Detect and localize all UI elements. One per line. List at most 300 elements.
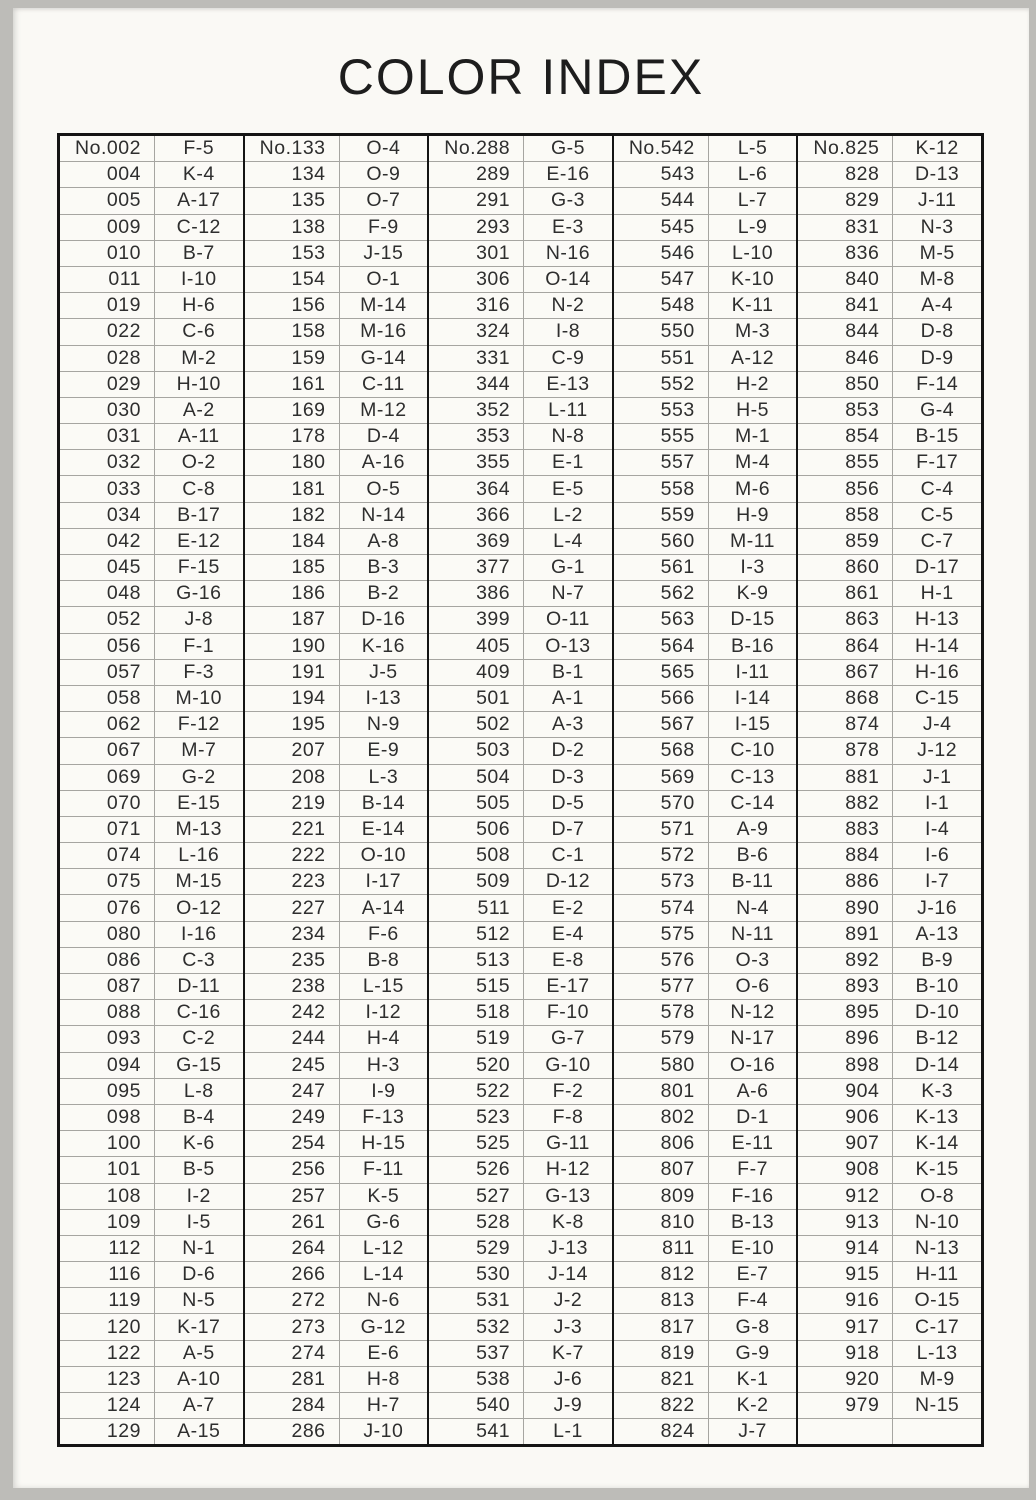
code-cell: J-12: [917, 739, 958, 762]
code-cell: F-3: [183, 660, 215, 683]
table-row: [429, 1156, 612, 1182]
table-row: [798, 1156, 981, 1182]
code-cell: N-4: [736, 896, 769, 919]
number-cell: 567: [614, 712, 709, 737]
code-cell: E-7: [736, 1263, 769, 1286]
table-row: [429, 633, 612, 659]
code-cell: O-15: [914, 1289, 960, 1312]
table-row: [614, 371, 797, 397]
scanned-page: [13, 8, 1029, 1488]
number-cell: 254: [245, 1131, 340, 1156]
number-cell: 846: [798, 346, 893, 371]
table-row: [245, 659, 428, 685]
table-row: [60, 1209, 243, 1235]
table-row: [614, 1078, 797, 1104]
number-cell: 502: [429, 712, 524, 737]
number-cell: 864: [798, 634, 893, 659]
code-cell: M-15: [175, 870, 222, 893]
number-cell: 004: [60, 162, 155, 187]
number-cell: 512: [429, 922, 524, 947]
table-row: [614, 816, 797, 842]
number-cell: 881: [798, 765, 893, 790]
code-cell: L-3: [368, 765, 399, 788]
number-cell: 281: [245, 1367, 340, 1392]
table-row: [429, 1104, 612, 1130]
code-cell: G-8: [735, 1315, 770, 1338]
number-cell: 316: [429, 293, 524, 318]
table-row: [60, 1078, 243, 1104]
table-row: [614, 449, 797, 475]
code-cell: O-1: [366, 268, 401, 291]
code-cell: B-3: [367, 556, 400, 579]
code-cell: E-6: [367, 1341, 400, 1364]
code-cell: F-6: [367, 922, 399, 945]
code-cell: E-14: [361, 817, 405, 840]
code-cell: L-10: [732, 241, 774, 264]
number-cell: 560: [614, 529, 709, 554]
table-row: [429, 1392, 612, 1418]
code-cell: J-11: [917, 189, 957, 212]
code-cell: F-16: [731, 1184, 774, 1207]
table-row: [60, 187, 243, 213]
table-row: [798, 1025, 981, 1051]
table-row: [245, 816, 428, 842]
table-row: [798, 921, 981, 947]
code-cell: K-11: [731, 294, 774, 317]
code-cell: I-15: [734, 713, 771, 736]
code-cell: D-14: [915, 1053, 960, 1076]
code-cell: O-9: [366, 163, 401, 186]
table-row: [614, 711, 797, 737]
number-cell: 915: [798, 1262, 893, 1287]
number-cell: 056: [60, 634, 155, 659]
table-row: [60, 921, 243, 947]
table-row: [60, 894, 243, 920]
table-row: [798, 423, 981, 449]
number-cell: 100: [60, 1131, 155, 1156]
code-cell: H-8: [366, 1367, 400, 1390]
code-cell: O-14: [545, 268, 591, 291]
table-row: [245, 1104, 428, 1130]
table-row: [429, 921, 612, 947]
code-cell: H-12: [545, 1158, 591, 1181]
number-cell: 552: [614, 372, 709, 397]
code-cell: K-1: [736, 1367, 769, 1390]
table-row: [60, 136, 243, 161]
number-cell: 571: [614, 817, 709, 842]
number-cell: 531: [429, 1288, 524, 1313]
number-cell: 561: [614, 555, 709, 580]
table-row: [798, 1418, 981, 1444]
code-cell: E-8: [552, 948, 584, 971]
table-row: [429, 475, 612, 501]
table-row: [245, 240, 428, 266]
number-cell: 515: [429, 974, 524, 999]
number-cell: 129: [60, 1419, 155, 1444]
code-cell: N-8: [551, 425, 585, 448]
table-row: [614, 790, 797, 816]
table-row: [60, 737, 243, 763]
code-cell: H-1: [920, 582, 954, 605]
number-cell: 242: [245, 1000, 340, 1025]
number-cell: 809: [614, 1184, 709, 1209]
code-cell: G-15: [176, 1053, 222, 1076]
code-cell: F-7: [737, 1158, 768, 1181]
table-row: [798, 449, 981, 475]
number-cell: 219: [245, 791, 340, 816]
table-row: [429, 136, 612, 161]
table-row: [798, 1313, 981, 1339]
table-row: [245, 1156, 428, 1182]
table-row: [429, 894, 612, 920]
table-row: [60, 1235, 243, 1261]
table-row: [429, 816, 612, 842]
number-cell: 530: [429, 1262, 524, 1287]
code-cell: L-2: [553, 503, 583, 526]
number-cell: 883: [798, 817, 893, 842]
code-cell: M-10: [175, 687, 222, 710]
table-row: [614, 1183, 797, 1209]
table-row: [798, 475, 981, 501]
code-cell: O-16: [729, 1053, 776, 1076]
table-row: [429, 161, 612, 187]
code-cell: F-2: [552, 1079, 584, 1102]
table-row: [60, 1392, 243, 1418]
code-cell: E-3: [552, 215, 584, 238]
code-cell: H-10: [176, 372, 221, 395]
code-cell: M-3: [735, 320, 771, 343]
table-row: [245, 449, 428, 475]
number-cell: 828: [798, 162, 893, 187]
number-cell: 801: [614, 1079, 709, 1104]
table-row: [60, 973, 243, 999]
column-group-3: [427, 136, 612, 1444]
code-cell: N-2: [551, 294, 585, 317]
code-cell: O-4: [366, 137, 401, 160]
code-cell: A-1: [552, 687, 584, 710]
code-cell: L-13: [916, 1341, 958, 1364]
table-row: [429, 292, 612, 318]
table-row: [614, 528, 797, 554]
table-row: [614, 842, 797, 868]
code-cell: N-1: [182, 1236, 216, 1259]
table-row: [245, 921, 428, 947]
number-cell: 906: [798, 1105, 893, 1130]
number-cell: 247: [245, 1079, 340, 1104]
table-row: [245, 633, 428, 659]
table-row: [429, 502, 612, 528]
code-cell: M-11: [730, 529, 776, 552]
number-cell: 577: [614, 974, 709, 999]
number-cell: 158: [245, 319, 340, 344]
table-row: [60, 606, 243, 632]
table-row: [798, 633, 981, 659]
table-row: [798, 999, 981, 1025]
code-cell: G-7: [550, 1027, 585, 1050]
code-cell: N-16: [545, 241, 591, 264]
table-row: [429, 528, 612, 554]
code-cell: G-1: [550, 556, 585, 579]
code-cell: E-17: [546, 975, 590, 998]
table-row: [429, 371, 612, 397]
code-cell: B-6: [736, 844, 769, 867]
table-row: [245, 397, 428, 423]
table-row: [614, 685, 797, 711]
code-cell: F-17: [916, 451, 959, 474]
code-cell: D-15: [730, 608, 775, 631]
table-row: [614, 868, 797, 894]
number-cell: 519: [429, 1026, 524, 1051]
column-group-5: [796, 136, 981, 1444]
table-row: [429, 999, 612, 1025]
number-cell: 019: [60, 293, 155, 318]
table-row: [245, 528, 428, 554]
number-cell: 508: [429, 843, 524, 868]
code-cell: I-13: [365, 687, 402, 710]
number-cell: 245: [245, 1053, 340, 1078]
code-cell: B-14: [361, 791, 405, 814]
number-cell: 538: [429, 1367, 524, 1392]
table-row: [429, 1078, 612, 1104]
code-cell: J-1: [922, 765, 952, 788]
number-cell: 187: [245, 607, 340, 632]
table-row: [798, 973, 981, 999]
code-cell: K-4: [182, 163, 215, 186]
code-cell: F-13: [362, 1106, 405, 1129]
code-cell: G-5: [550, 137, 585, 160]
table-row: [429, 685, 612, 711]
number-cell: 568: [614, 738, 709, 763]
number-cell: 578: [614, 1000, 709, 1025]
code-cell: K-6: [182, 1132, 215, 1155]
code-cell: G-16: [176, 582, 222, 605]
table-row: [245, 423, 428, 449]
code-cell: A-5: [182, 1341, 215, 1364]
number-cell: 553: [614, 398, 709, 423]
number-cell: 867: [798, 660, 893, 685]
table-row: [60, 790, 243, 816]
table-row: [798, 816, 981, 842]
number-cell: 802: [614, 1105, 709, 1130]
number-cell: 575: [614, 922, 709, 947]
number-cell: 579: [614, 1026, 709, 1051]
number-cell: 264: [245, 1236, 340, 1261]
code-cell: O-2: [181, 451, 216, 474]
code-cell: N-3: [920, 215, 954, 238]
table-row: [245, 554, 428, 580]
number-cell: 868: [798, 686, 893, 711]
code-cell: D-11: [177, 975, 221, 998]
number-cell: 550: [614, 319, 709, 344]
table-row: [60, 1156, 243, 1182]
code-cell: C-3: [182, 948, 216, 971]
code-cell: N-11: [731, 922, 774, 945]
code-cell: I-17: [365, 870, 402, 893]
number-cell: 840: [798, 267, 893, 292]
table-row: [614, 318, 797, 344]
number-cell: 860: [798, 555, 893, 580]
code-cell: C-13: [730, 765, 775, 788]
number-cell: 884: [798, 843, 893, 868]
number-cell: 563: [614, 607, 709, 632]
table-row: [614, 266, 797, 292]
code-cell: F-1: [183, 634, 215, 657]
code-cell: K-7: [552, 1341, 584, 1364]
code-cell: I-4: [925, 817, 950, 840]
table-row: [429, 711, 612, 737]
number-cell: 844: [798, 319, 893, 344]
table-row: [429, 318, 612, 344]
code-cell: H-11: [915, 1263, 959, 1286]
table-row: [614, 764, 797, 790]
number-cell: 195: [245, 712, 340, 737]
code-cell: A-11: [177, 425, 220, 448]
code-cell: M-16: [360, 320, 407, 343]
code-cell: C-4: [920, 477, 954, 500]
number-cell: 112: [60, 1236, 155, 1261]
number-cell: 548: [614, 293, 709, 318]
number-cell: 898: [798, 1053, 893, 1078]
table-row: [614, 999, 797, 1025]
code-cell: M-7: [181, 739, 217, 762]
code-cell: K-2: [736, 1394, 769, 1417]
code-cell: A-12: [730, 346, 775, 369]
code-cell: G-4: [920, 398, 955, 421]
table-row: [60, 528, 243, 554]
code-cell: M-5: [919, 241, 955, 264]
table-row: [60, 449, 243, 475]
number-cell: 523: [429, 1105, 524, 1130]
code-cell: A-15: [177, 1420, 221, 1443]
number-cell: 076: [60, 895, 155, 920]
table-row: [798, 659, 981, 685]
table-row: [429, 659, 612, 685]
code-cell: C-1: [551, 844, 585, 867]
number-cell: 120: [60, 1314, 155, 1339]
number-cell: 807: [614, 1157, 709, 1182]
number-cell: 891: [798, 922, 893, 947]
code-cell: D-13: [915, 163, 960, 186]
table-row: [429, 554, 612, 580]
table-row: [798, 606, 981, 632]
code-cell: M-6: [735, 477, 771, 500]
number-cell: 878: [798, 738, 893, 763]
number-cell: 355: [429, 450, 524, 475]
table-row: [60, 214, 243, 240]
code-cell: E-9: [367, 739, 400, 762]
number-cell: 030: [60, 398, 155, 423]
number-cell: 812: [614, 1262, 709, 1287]
code-cell: B-5: [182, 1158, 215, 1181]
number-cell: 005: [60, 188, 155, 213]
number-cell: 185: [245, 555, 340, 580]
column-group-4: [612, 136, 797, 1444]
code-cell: B-12: [915, 1027, 959, 1050]
code-cell: K-16: [361, 634, 405, 657]
number-cell: 518: [429, 1000, 524, 1025]
code-cell: D-8: [920, 320, 954, 343]
code-cell: F-4: [737, 1289, 768, 1312]
number-cell: 890: [798, 895, 893, 920]
table-row: [60, 580, 243, 606]
code-cell: N-13: [915, 1236, 960, 1259]
code-cell: B-4: [182, 1106, 215, 1129]
table-row: [245, 737, 428, 763]
number-cell: 369: [429, 529, 524, 554]
table-row: [798, 554, 981, 580]
code-cell: F-9: [367, 215, 399, 238]
table-row: [429, 868, 612, 894]
table-row: [614, 502, 797, 528]
number-cell: 011: [60, 267, 155, 292]
table-row: [614, 397, 797, 423]
number-cell: 286: [245, 1419, 340, 1444]
code-cell: D-9: [920, 346, 954, 369]
code-cell: E-16: [546, 163, 590, 186]
code-cell: D-16: [361, 608, 406, 631]
number-cell: 576: [614, 948, 709, 973]
code-cell: D-6: [182, 1263, 216, 1286]
code-cell: F-8: [552, 1106, 584, 1129]
code-cell: J-14: [547, 1263, 588, 1286]
code-cell: L-16: [178, 844, 220, 867]
table-row: [798, 187, 981, 213]
table-row: [614, 1235, 797, 1261]
number-cell: 855: [798, 450, 893, 475]
table-row: [429, 187, 612, 213]
table-row: [798, 318, 981, 344]
code-cell: K-14: [915, 1132, 959, 1155]
table-row: [614, 1287, 797, 1313]
number-cell: 028: [60, 346, 155, 371]
number-cell: 331: [429, 346, 524, 371]
table-row: [429, 580, 612, 606]
code-cell: N-7: [551, 582, 585, 605]
number-cell: 095: [60, 1079, 155, 1104]
code-cell: O-12: [176, 896, 222, 919]
number-cell: 506: [429, 817, 524, 842]
code-cell: J-6: [553, 1367, 583, 1390]
table-row: [60, 397, 243, 423]
number-cell: 979: [798, 1393, 893, 1418]
table-row: [614, 1025, 797, 1051]
number-cell: 119: [60, 1288, 155, 1313]
number-cell: 918: [798, 1341, 893, 1366]
table-row: [429, 266, 612, 292]
code-cell: C-5: [920, 503, 954, 526]
table-row: [60, 554, 243, 580]
number-cell: 154: [245, 267, 340, 292]
table-row: [429, 1209, 612, 1235]
number-cell: 544: [614, 188, 709, 213]
number-cell: 184: [245, 529, 340, 554]
table-row: [798, 502, 981, 528]
table-row: [60, 816, 243, 842]
code-cell: C-17: [915, 1315, 960, 1338]
code-cell: C-8: [182, 477, 216, 500]
table-row: [60, 764, 243, 790]
code-cell: A-16: [361, 451, 405, 474]
table-row: [245, 1287, 428, 1313]
number-cell: 075: [60, 869, 155, 894]
table-row: [614, 214, 797, 240]
table-row: [245, 318, 428, 344]
number-cell: 088: [60, 1000, 155, 1025]
number-cell: 409: [429, 660, 524, 685]
table-row: [60, 947, 243, 973]
code-cell: H-6: [182, 294, 216, 317]
table-row: [245, 868, 428, 894]
